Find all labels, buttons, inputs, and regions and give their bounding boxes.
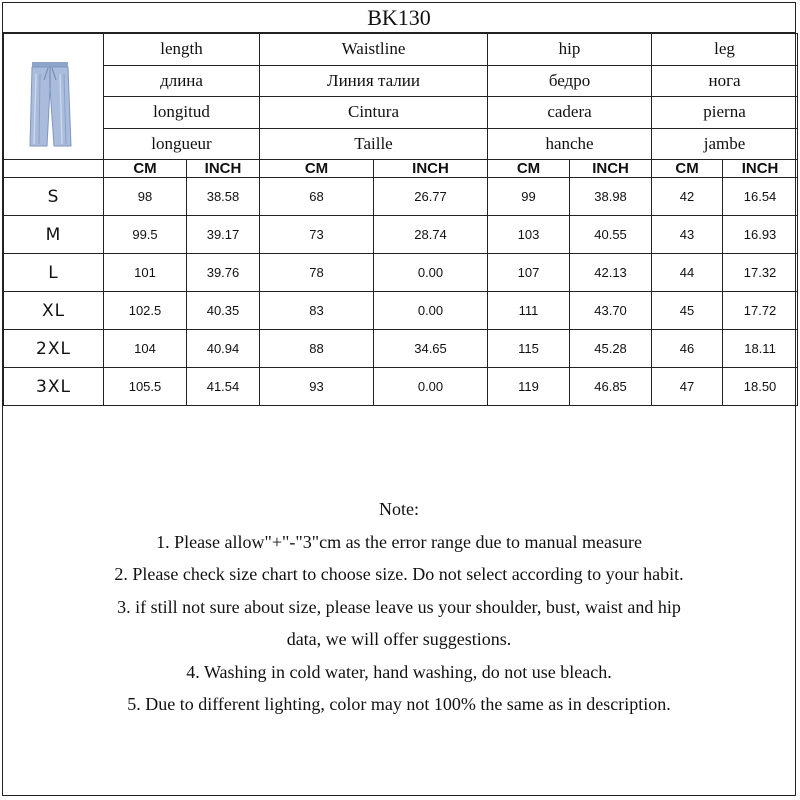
table-cell: 40.35 (187, 292, 260, 330)
table-cell: 46.85 (570, 368, 652, 406)
note-line: 4. Washing in cold water, hand washing, do not use bleach. (186, 661, 612, 682)
table-cell: 40.55 (570, 216, 652, 254)
table-cell: 43 (652, 216, 723, 254)
table-cell: 102.5 (104, 292, 187, 330)
table-cell: 0.00 (374, 368, 488, 406)
header-length-es: longitud (104, 97, 260, 129)
table-cell: 119 (488, 368, 570, 406)
unit-label: CM (104, 160, 187, 178)
unit-label: CM (488, 160, 570, 178)
unit-corner (4, 160, 104, 178)
note-line: data, we will offer suggestions. (286, 629, 512, 649)
table-cell: 103 (488, 216, 570, 254)
table-cell: 40.94 (187, 330, 260, 368)
size-label: M (4, 216, 104, 254)
table-cell: 45.28 (570, 330, 652, 368)
header-hip-es: cadera (488, 97, 652, 129)
table-cell: 17.32 (723, 254, 798, 292)
size-table (3, 33, 798, 406)
header-waistline-es: Cintura (260, 97, 488, 129)
unit-label: INCH (374, 160, 488, 178)
table-cell: 45 (652, 292, 723, 330)
table-cell: 0.00 (374, 292, 488, 330)
table-cell: 42.13 (570, 254, 652, 292)
size-chart (2, 2, 796, 796)
table-cell: 42 (652, 178, 723, 216)
note-line: 1. Please allow"+"-"3"cm as the error range due to manual measure (156, 531, 642, 552)
table-cell: 43.70 (570, 292, 652, 330)
size-label: 2XL (4, 330, 104, 368)
notes-section (3, 493, 795, 721)
table-row (4, 330, 798, 368)
header-length-fr: longueur (104, 128, 260, 160)
unit-label: CM (652, 160, 723, 178)
table-cell: 73 (260, 216, 374, 254)
table-cell: 93 (260, 368, 374, 406)
table-cell: 46 (652, 330, 723, 368)
table-cell: 104 (104, 330, 187, 368)
table-cell: 16.93 (723, 216, 798, 254)
size-label: S (4, 178, 104, 216)
note-line: 3. if still not sure about size, please leave us your shoulder, bust, waist and hip (117, 596, 681, 617)
table-row (4, 292, 798, 330)
table-cell: 101 (104, 254, 187, 292)
header-hip-ru: бедро (488, 65, 652, 97)
unit-label: CM (260, 160, 374, 178)
table-cell: 18.50 (723, 368, 798, 406)
table-cell: 34.65 (374, 330, 488, 368)
size-label: XL (4, 292, 104, 330)
note-heading: Note: (379, 499, 419, 519)
header-waistline-ru: Линия талии (260, 65, 488, 97)
header-leg-ru: нога (652, 65, 798, 97)
unit-label: INCH (723, 160, 798, 178)
table-cell: 107 (488, 254, 570, 292)
table-cell: 115 (488, 330, 570, 368)
header-hip-fr: hanche (488, 128, 652, 160)
table-cell: 39.76 (187, 254, 260, 292)
table-cell: 28.74 (374, 216, 488, 254)
table-cell: 83 (260, 292, 374, 330)
table-cell: 99 (488, 178, 570, 216)
unit-label: INCH (570, 160, 652, 178)
table-cell: 47 (652, 368, 723, 406)
table-cell: 99.5 (104, 216, 187, 254)
table-row (4, 254, 798, 292)
table-cell: 78 (260, 254, 374, 292)
pants-product-image (4, 34, 104, 154)
table-cell: 17.72 (723, 292, 798, 330)
table-cell: 68 (260, 178, 374, 216)
table-cell: 98 (104, 178, 187, 216)
note-line: 5. Due to different lighting, color may not 100% the same as in description. (127, 694, 671, 714)
table-cell: 111 (488, 292, 570, 330)
table-cell: 88 (260, 330, 374, 368)
size-label: L (4, 254, 104, 292)
header-waistline-en: Waistline (260, 34, 488, 66)
table-cell: 38.98 (570, 178, 652, 216)
header-hip-en: hip (488, 34, 652, 66)
table-cell: 39.17 (187, 216, 260, 254)
note-line: 2. Please check size chart to choose size. Do not select according to your habit. (114, 564, 684, 584)
header-length-ru: длина (104, 65, 260, 97)
table-row (4, 216, 798, 254)
table-cell: 26.77 (374, 178, 488, 216)
header-leg-fr: jambe (652, 128, 798, 160)
table-cell: 18.11 (723, 330, 798, 368)
header-leg-es: pierna (652, 97, 798, 129)
table-cell: 0.00 (374, 254, 488, 292)
header-length-en: length (104, 34, 260, 66)
product-image-cell (4, 34, 104, 160)
table-cell: 38.58 (187, 178, 260, 216)
header-leg-en: leg (652, 34, 798, 66)
table-row (4, 368, 798, 406)
table-cell: 105.5 (104, 368, 187, 406)
table-cell: 44 (652, 254, 723, 292)
header-waistline-fr: Taille (260, 128, 488, 160)
chart-title: BK130 (3, 3, 795, 33)
table-cell: 41.54 (187, 368, 260, 406)
unit-label: INCH (187, 160, 260, 178)
table-row (4, 178, 798, 216)
table-cell: 16.54 (723, 178, 798, 216)
size-label: 3XL (4, 368, 104, 406)
